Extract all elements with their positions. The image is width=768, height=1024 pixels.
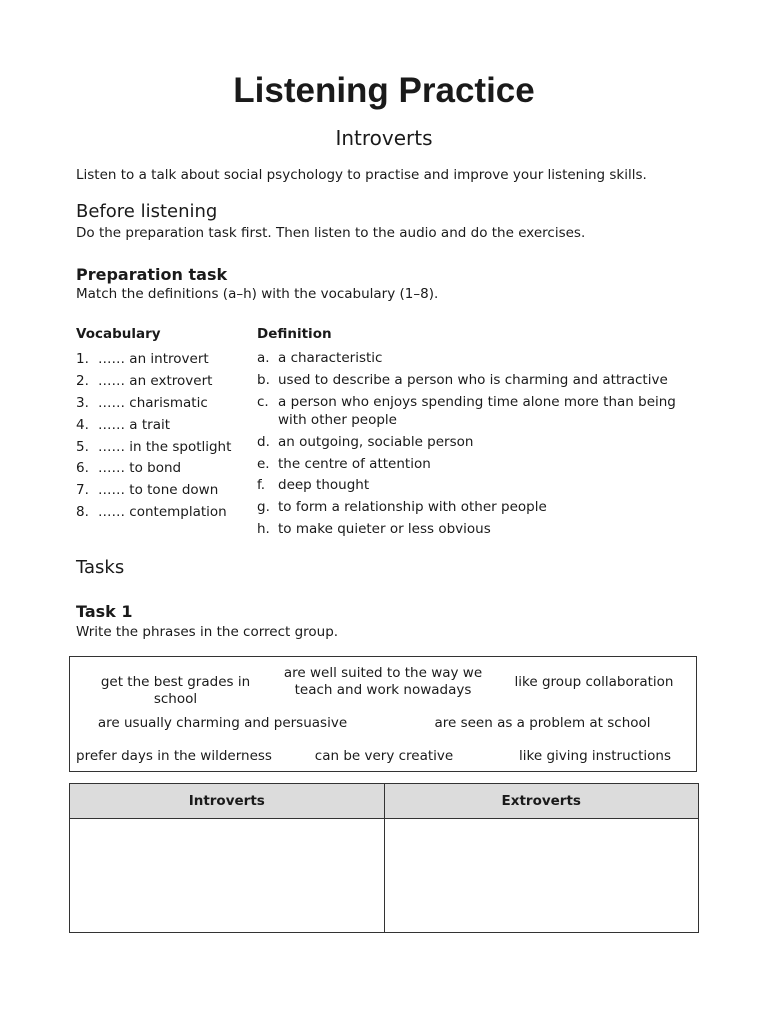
vocabulary-item [76, 458, 231, 480]
vocabulary-item [76, 415, 231, 437]
phrase-item: like group collaboration [514, 674, 674, 690]
before-listening-instruction: Do the preparation task first. Then listen to the audio and do the exercises. [76, 225, 586, 241]
definition-item [257, 371, 677, 389]
vocabulary-number: 4. [76, 416, 89, 433]
phrase-item: prefer days in the wilderness [76, 748, 272, 764]
sorting-table [69, 783, 699, 933]
vocabulary-term: …… an introvert [98, 351, 209, 367]
definition-letter: f. [257, 477, 266, 494]
definition-letter: b. [257, 371, 270, 388]
page-title: Listening Practice [233, 71, 535, 110]
definition-letter: h. [257, 521, 270, 538]
vocabulary-number: 2. [76, 372, 89, 389]
vocabulary-item [76, 437, 231, 459]
page-subtitle: Introverts [335, 126, 433, 150]
definition-letter: a. [257, 350, 270, 366]
preparation-task-heading: Preparation task [76, 265, 228, 284]
task-1-instruction: Write the phrases in the correct group. [76, 624, 339, 640]
vocabulary-item [76, 502, 231, 524]
vocabulary-term: …… charismatic [98, 394, 208, 411]
definition-text: a characteristic [278, 350, 383, 366]
definition-column-header: Definition [257, 326, 332, 342]
preparation-task-instruction: Match the definitions (a–h) with the vocabulary (1–8). [76, 286, 439, 302]
introverts-answer-cell[interactable] [70, 819, 385, 933]
phrase-box [69, 656, 697, 772]
phrase-item: are well suited to the way we teach and work nowadays [283, 665, 483, 698]
phrase-item: are seen as a problem at school [434, 715, 651, 731]
vocabulary-list [76, 349, 231, 524]
vocabulary-term: …… an extrovert [98, 372, 213, 389]
definition-text: a person who enjoys spending time alone more than being with other people [278, 393, 676, 428]
vocabulary-item [76, 393, 231, 415]
definition-item [257, 349, 677, 367]
vocabulary-number: 1. [76, 351, 89, 367]
definition-item [257, 393, 677, 429]
vocabulary-term: …… to bond [98, 460, 182, 477]
vocabulary-term: …… a trait [98, 416, 171, 433]
phrase-item: can be very creative [314, 748, 454, 764]
definition-text: an outgoing, sociable person [278, 433, 474, 450]
definition-letter: d. [257, 433, 270, 450]
vocabulary-item [76, 371, 231, 393]
before-listening-heading: Before listening [76, 201, 218, 222]
vocabulary-column-header: Vocabulary [76, 326, 161, 342]
definition-text: used to describe a person who is charming and attractive [278, 371, 668, 388]
definition-text: to form a relationship with other people [278, 499, 547, 516]
definition-item [257, 520, 677, 538]
definition-letter: g. [257, 499, 270, 516]
vocabulary-number: 5. [76, 438, 89, 455]
definition-letter: e. [257, 455, 270, 472]
definition-letter: c. [257, 393, 269, 410]
vocabulary-item [76, 480, 231, 502]
task-1-heading: Task 1 [76, 602, 133, 621]
vocabulary-item [76, 349, 231, 371]
phrase-item: like giving instructions [519, 748, 671, 764]
tasks-heading: Tasks [76, 557, 125, 578]
definition-item [257, 476, 677, 494]
definition-text: deep thought [278, 477, 370, 494]
definition-item [257, 455, 677, 473]
extroverts-column-header: Extroverts [384, 784, 699, 819]
vocabulary-term: …… to tone down [98, 482, 219, 499]
vocabulary-term: …… contemplation [98, 504, 227, 521]
definition-list [257, 349, 677, 542]
introverts-column-header: Introverts [70, 784, 385, 819]
definition-item [257, 433, 677, 451]
vocabulary-number: 3. [76, 394, 89, 411]
definition-item [257, 498, 677, 516]
phrase-item: are usually charming and persuasive [97, 715, 348, 731]
definition-text: to make quieter or less obvious [278, 521, 491, 538]
vocabulary-number: 7. [76, 482, 89, 499]
intro-text: Listen to a talk about social psychology to practise and improve your listening skills. [76, 167, 647, 183]
vocabulary-term: …… in the spotlight [98, 438, 232, 455]
vocabulary-number: 8. [76, 504, 89, 521]
definition-text: the centre of attention [278, 455, 431, 472]
phrase-item: get the best grades in school [100, 674, 251, 707]
vocabulary-number: 6. [76, 460, 89, 477]
extroverts-answer-cell[interactable] [384, 819, 699, 933]
